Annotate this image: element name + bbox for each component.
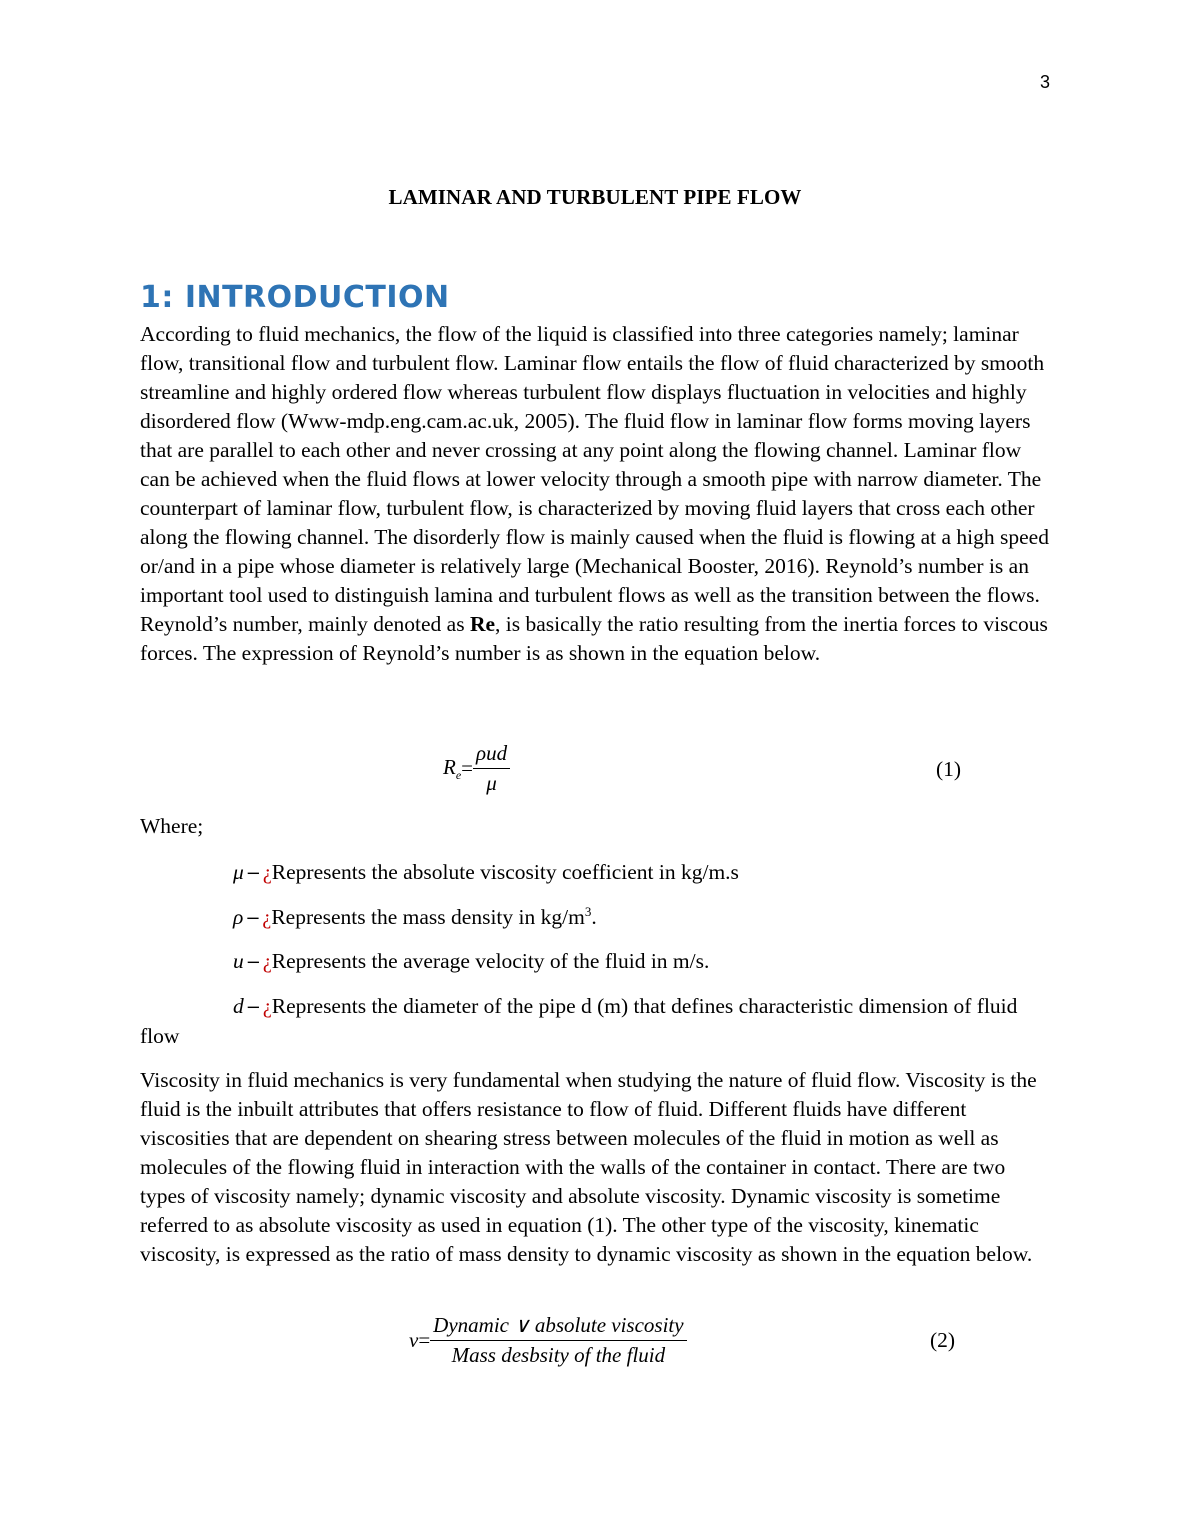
where-label: Where; <box>140 814 204 838</box>
eq2-equals: = <box>418 1328 431 1352</box>
definition-text: Represents the absolute viscosity coefficient in kg/m.s <box>271 860 739 884</box>
u-symbol: u <box>233 949 244 973</box>
minus-sign: − <box>245 863 261 884</box>
d-symbol: d <box>233 994 244 1018</box>
minus-sign: − <box>245 997 261 1018</box>
eq1-equals: = <box>461 756 473 780</box>
definition-u <box>140 947 1050 977</box>
inverted-question-glyph: ¿ <box>262 996 272 1018</box>
intro-text: According to fluid mechanics, the flow of the liquid is classified into three categories namely; laminar flow, transitional flow and turbulent flow. Laminar flow entails the flow of fluid characterized by smooth streamline and highly ordered flow whereas turbulent flow displays fluctuation in velocities and highly disordered flow (Www-mdp.eng.cam.ac.uk, 2005). The fluid flow in laminar flow forms moving layers that are parallel to each other and never crossing at any point along the flowing channel. Laminar flow can be achieved when the fluid flows at lower velocity through a smooth pipe with narrow diameter. The counterpart of laminar flow, turbulent flow, is characterized by moving fluid layers that cross each other along the flowing channel. The disorderly flow is mainly caused when the fluid is flowing at a high speed or/and in a pipe whose diameter is relatively large (Mechanical Booster, 2016). Reynold’s number is an important tool used to distinguish lamina and turbulent flows as well as the transition between the flows. Reynold’s number, mainly denoted as <box>140 322 1049 636</box>
eq1-numerator: ρud <box>473 741 510 769</box>
definition-mu <box>140 858 1050 888</box>
document-title: LAMINAR AND TURBULENT PIPE FLOW <box>388 185 802 209</box>
eq1-lhs-subscript: e <box>455 767 462 782</box>
eq2-lhs: v <box>409 1328 419 1352</box>
eq2-fraction <box>430 1313 686 1368</box>
inverted-question-glyph: ¿ <box>262 907 272 929</box>
definition-text: Represents the average velocity of the fluid in m/s. <box>271 949 710 973</box>
equation-1 <box>443 741 510 796</box>
equation-1-number: (1) <box>936 757 962 781</box>
inverted-question-glyph: ¿ <box>262 862 272 884</box>
intro-text-end: , is basically the ratio resulting from the inertia forces to viscous forces. The expression of Reynold’s number is as shown in the equation below. <box>140 612 1048 665</box>
minus-sign: − <box>245 952 261 973</box>
eq1-lhs <box>443 754 462 782</box>
definition-text: Represents the mass density in kg/m <box>271 905 585 929</box>
eq2-numerator: Dynamic ∨ absolute viscosity <box>430 1313 686 1341</box>
section-heading: 1: INTRODUCTION <box>140 280 450 315</box>
definition-rho <box>140 903 1050 933</box>
re-bold: Re <box>469 612 496 636</box>
eq2-denominator: Mass desbsity of the fluid <box>451 1343 666 1367</box>
minus-sign: − <box>245 908 261 929</box>
definition-d <box>140 992 1050 1051</box>
equation-2 <box>409 1313 687 1368</box>
eq1-denominator: μ <box>486 771 497 795</box>
viscosity-paragraph: Viscosity in fluid mechanics is very fundamental when studying the nature of fluid flow. Viscosity is the fluid is the inbuilt attributes that offers resistance to flow of fluid. Different fluids have different viscosities that are dependent on shearing stress between molecules of the fluid in motion as well as molecules of the flowing fluid in interaction with the walls of the container in contact. There are two types of viscosity namely; dynamic viscosity and absolute viscosity. Dynamic viscosity is sometime referred to as absolute viscosity as used in equation (1). The other type of the viscosity, kinematic viscosity, is expressed as the ratio of mass density to dynamic viscosity as shown in the equation below. <box>140 1068 1037 1266</box>
intro-paragraph <box>140 320 1050 668</box>
eq1-fraction <box>473 741 510 796</box>
superscript-3: 3 <box>584 903 592 919</box>
rho-symbol: ρ <box>233 905 244 929</box>
mu-symbol: μ <box>233 860 244 884</box>
eq1-lhs-symbol: R <box>443 754 456 779</box>
inverted-question-glyph: ¿ <box>262 951 272 973</box>
page-number: 3 <box>1039 72 1050 92</box>
equation-2-number: (2) <box>930 1328 956 1352</box>
definition-tail: . <box>591 905 597 929</box>
definition-text: Represents the diameter of the pipe d (m) that defines characteristic dimension of fluid flow <box>140 994 1018 1048</box>
